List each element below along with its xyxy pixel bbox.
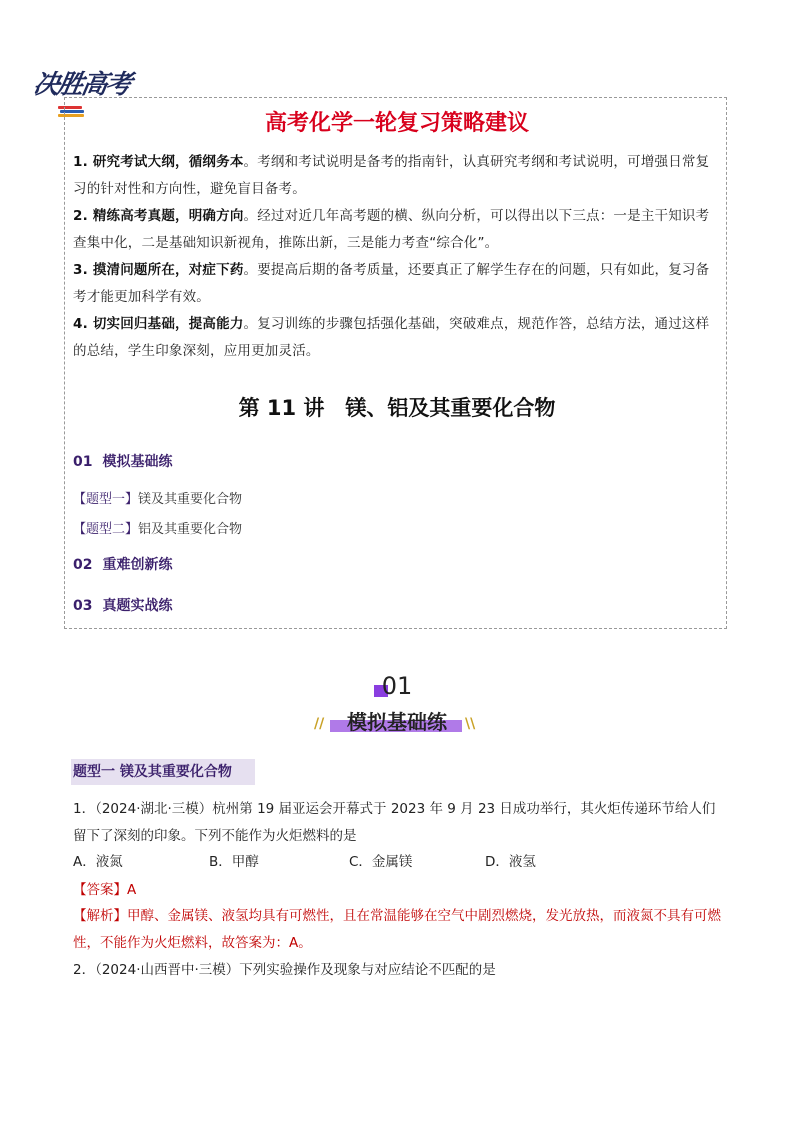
- advice-heading: 4. 切实回归基础，提高能力: [73, 316, 244, 332]
- advice-item-4: [73, 311, 723, 365]
- toc-bracket: 【题型二】: [73, 522, 139, 537]
- type-heading: 题型一 镁及其重要化合物: [71, 759, 255, 785]
- answer-value: A: [127, 882, 137, 898]
- toc-label: 镁及其重要化合物: [138, 492, 243, 507]
- advice-item-2: [73, 203, 723, 257]
- advice-text: 。经过对近几年高考题的横、纵向分析，可以得出以下三点：一是主干知识考查集中化，二是基础知识新视角，推陈出新，三是能力考查“综合化”。: [73, 208, 710, 251]
- logo-text: 决胜高考: [30, 70, 133, 100]
- toc-number: 02: [73, 557, 93, 573]
- question-1-analysis: [73, 903, 725, 957]
- question-2-stem: 2．（2024·山西晋中·三模）下列实验操作及现象与对应结论不匹配的是: [73, 962, 496, 978]
- toc-number: 01: [73, 454, 93, 470]
- answer-label: 【答案】: [73, 882, 127, 898]
- advice-heading: 2. 精练高考真题，明确方向: [73, 208, 244, 224]
- advice-heading: 1. 研究考试大纲，循纲务本: [73, 154, 244, 170]
- option-c: C．金属镁: [349, 854, 413, 870]
- section-number: 01: [381, 672, 413, 700]
- section-title: 模拟基础练: [347, 710, 447, 734]
- toc-item-type-2[interactable]: [73, 518, 242, 537]
- toc-item-section-3[interactable]: [73, 595, 172, 615]
- option-a: A．液氮: [73, 854, 123, 870]
- analysis-text: 甲醇、金属镁、液氢均具有可燃性，且在常温能够在空气中剧烈燃烧，发光放热，而液氮不具有可燃性，不能作为火炬燃料，故答案为：A。: [73, 908, 721, 951]
- advice-text: 。要提高后期的备考质量，还要真正了解学生存在的问题，只有如此，复习备考才能更加科学有效。: [73, 262, 710, 305]
- option-d: D．液氢: [485, 854, 536, 870]
- analysis-label: 【解析】: [73, 908, 127, 924]
- option-b: B．甲醇: [209, 854, 259, 870]
- slash-decoration-right: \\: [465, 716, 476, 732]
- toc-label: 重难创新练: [102, 557, 173, 573]
- lecture-title: 第 11 讲 镁、铝及其重要化合物: [238, 396, 556, 420]
- toc-item-section-1[interactable]: [73, 451, 172, 471]
- toc-label: 模拟基础练: [102, 454, 173, 470]
- question-1-stem: 1．（2024·湖北·三模）杭州第 19 届亚运会开幕式于 2023 年 9 月 23 日成功举行，其火炬传递环节给人们留下了深刻的印象。下列不能作为火炬燃料的是: [73, 801, 716, 844]
- advice-item-1: [73, 149, 723, 203]
- toc-number: 03: [73, 598, 93, 614]
- strategy-title: 高考化学一轮复习策略建议: [264, 111, 529, 136]
- toc-item-section-2[interactable]: [73, 554, 172, 574]
- slash-decoration-left: //: [314, 716, 325, 732]
- advice-heading: 3. 摸清问题所在，对症下药: [73, 262, 244, 278]
- advice-item-3: [73, 257, 723, 311]
- advice-text: 。考纲和考试说明是备考的指南针，认真研究考纲和考试说明，可增强日常复习的针对性和方向性，避免盲目备考。: [73, 154, 710, 197]
- question-1-answer: [73, 878, 136, 898]
- advice-text: 。复习训练的步骤包括强化基础，突破难点，规范作答，总结方法，通过这样的总结，学生印象深刻，应用更加灵活。: [73, 316, 710, 359]
- toc-label: 铝及其重要化合物: [138, 522, 243, 537]
- toc-item-type-1[interactable]: [73, 488, 242, 507]
- toc-bracket: 【题型一】: [73, 492, 139, 507]
- toc-label: 真题实战练: [102, 598, 173, 614]
